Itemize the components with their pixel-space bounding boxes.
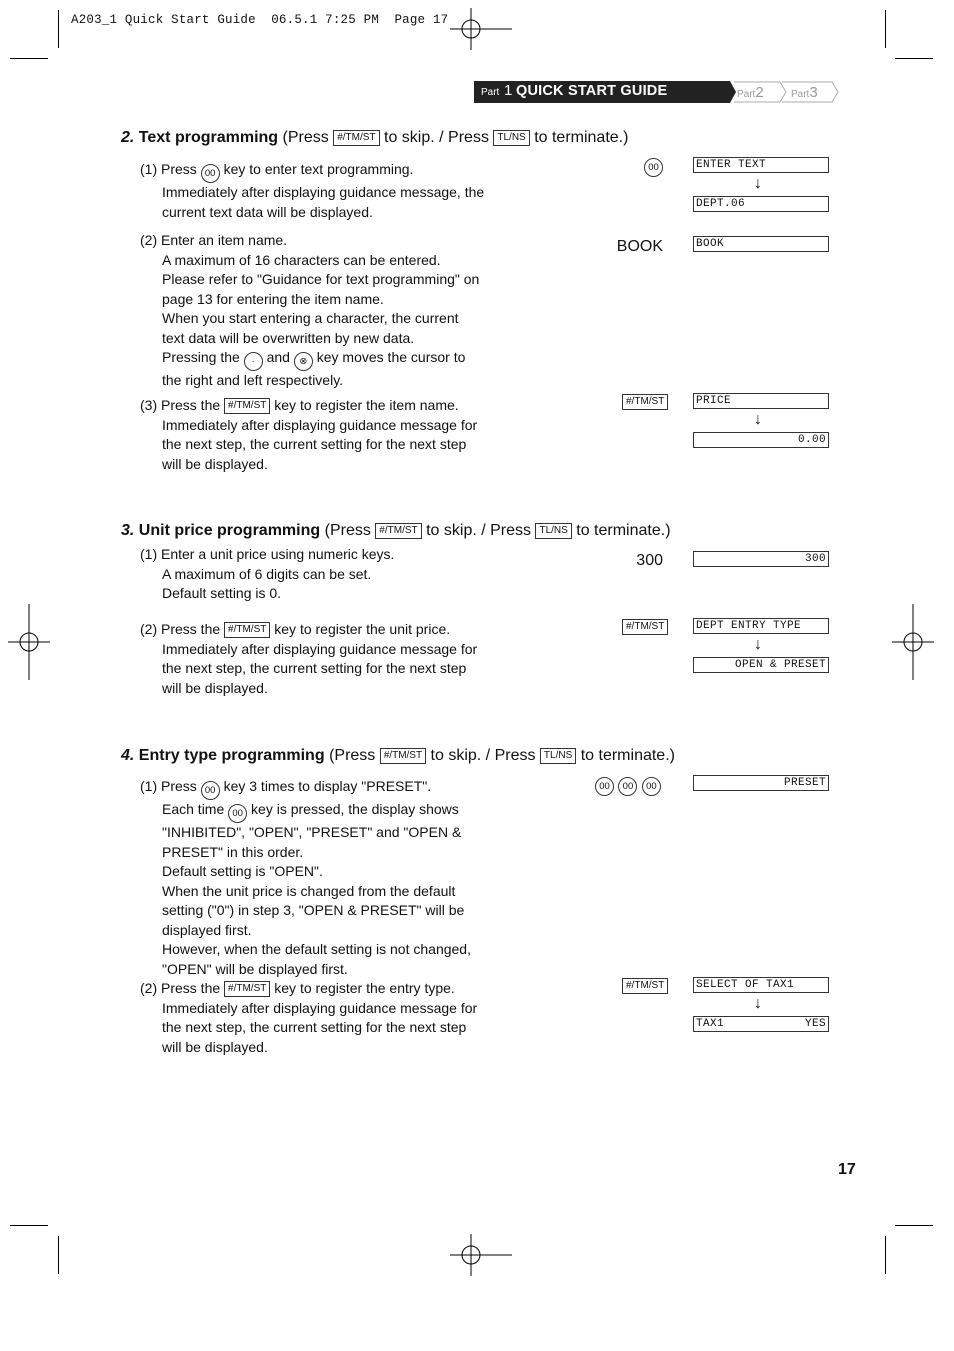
part-number: 1 (504, 82, 513, 99)
step-text: Pressing the (162, 349, 240, 365)
crop-mark (58, 1236, 59, 1274)
key-00-icon: 00 (201, 164, 220, 183)
terminate-label: to terminate.) (576, 522, 671, 539)
registration-mark-icon (450, 8, 512, 50)
display-line: PRICE (693, 393, 829, 409)
step-text: text data will be overwritten by new data. (162, 329, 415, 346)
key-00-icon: 00 (228, 804, 247, 823)
step-text: Immediately after displaying guidance message for (162, 640, 478, 657)
registration-mark-icon (450, 1234, 512, 1276)
skip-label: to skip. / Press (430, 747, 536, 764)
key-00-icon: 00 (595, 777, 614, 796)
operation-input: 300 (636, 552, 663, 569)
press-label: (Press (282, 129, 329, 146)
tab-part-3 (791, 84, 818, 106)
section-heading-entry-type-programming (121, 747, 675, 765)
press-label: (Press (324, 522, 371, 539)
section-title: Text programming (138, 129, 279, 146)
crop-mark (10, 58, 48, 59)
part-tabs (474, 81, 844, 105)
display-line: DEPT.06 (693, 196, 829, 212)
tab-title: QUICK START GUIDE (516, 83, 668, 99)
part-word: Part (481, 87, 500, 98)
press-label: (Press (329, 747, 376, 764)
step-text: A maximum of 6 digits can be set. (162, 565, 372, 582)
section-title: Entry type programming (138, 747, 325, 764)
step-2-3 (140, 396, 510, 474)
step-text: and (266, 349, 290, 365)
tmst-key-icon: #/TM/ST (380, 748, 426, 764)
part-number: 2 (755, 84, 764, 101)
tlns-key-icon: TL/NS (535, 523, 571, 539)
tmst-key-icon: #/TM/ST (333, 130, 379, 146)
display-line: BOOK (693, 236, 829, 252)
step-text: page 13 for entering the item name. (162, 290, 384, 307)
cursor-line (140, 348, 510, 371)
operation-key-00-icon: 00 (644, 158, 663, 177)
section-number: 4. (121, 747, 135, 764)
display-line: ENTER TEXT (693, 157, 829, 173)
step-text: When the unit price is changed from the default (162, 882, 456, 899)
terminate-label: to terminate.) (534, 129, 629, 146)
step-text: the next step, the current setting for the next step (162, 660, 467, 676)
step-text: key to enter text programming. (223, 161, 414, 177)
step-text: displayed first. (162, 921, 252, 938)
skip-label: to skip. / Press (384, 129, 489, 146)
step-text: (1) Press (140, 778, 197, 794)
step-text: key to register the unit price. (274, 621, 451, 637)
operation-tmst-key-icon: #/TM/ST (622, 619, 668, 635)
step-4-2 (140, 979, 510, 1057)
step-text: key to register the entry type. (274, 980, 455, 996)
operation-input: BOOK (616, 238, 663, 255)
step-text: current text data will be displayed. (162, 203, 373, 220)
operation-tmst-key-icon: #/TM/ST (622, 394, 668, 410)
tab-part-2 (737, 84, 764, 106)
step-text: key is pressed, the display shows (251, 801, 459, 817)
step-text: PRESET" in this order. (162, 843, 304, 860)
tab-part-1 (474, 81, 726, 103)
skip-label: to skip. / Press (426, 522, 532, 539)
step-2-1 (140, 160, 510, 222)
step-text: (2) Press the (140, 980, 221, 996)
step-text: (1) Press (140, 161, 197, 177)
step-text: (3) Press the (140, 397, 221, 413)
step-text: "OPEN" will be displayed first. (162, 960, 348, 977)
step-text: key to register the item name. (274, 397, 459, 413)
key-00-icon: 00 (618, 777, 637, 796)
section-title: Unit price programming (138, 522, 321, 539)
tmst-key-icon: #/TM/ST (224, 622, 270, 638)
crop-mark (885, 1236, 886, 1274)
display-left-text: TAX1 (696, 1018, 725, 1030)
dot-key-icon: · (244, 352, 263, 371)
operation-key-sequence (595, 774, 661, 796)
step-text: Please refer to "Guidance for text programming" on (162, 271, 480, 287)
each-time-line (140, 800, 510, 823)
step-text: will be displayed. (162, 455, 268, 472)
arrow-down-icon: ↓ (754, 636, 762, 653)
registration-mark-icon (8, 604, 50, 680)
section-number: 3. (121, 522, 135, 539)
display-right-text: YES (804, 1018, 826, 1030)
step-text: Immediately after displaying guidance message, the (162, 184, 485, 200)
step-text: Default setting is 0. (162, 585, 282, 601)
step-4-1 (140, 777, 510, 979)
crop-mark (885, 10, 886, 48)
step-text: setting ("0") in step 3, "OPEN & PRESET" will be (162, 902, 465, 918)
crop-mark (58, 10, 59, 48)
step-text: Each time (162, 801, 225, 817)
step-text: key 3 times to display "PRESET". (223, 778, 432, 794)
section-number: 2. (121, 129, 135, 146)
step-text: the right and left respectively. (162, 372, 344, 388)
operation-tmst-key-icon: #/TM/ST (622, 978, 668, 994)
key-00-icon: 00 (201, 781, 220, 800)
tmst-key-icon: #/TM/ST (224, 981, 270, 997)
step-text: the next step, the current setting for the next step (162, 436, 467, 452)
arrow-down-icon: ↓ (754, 995, 762, 1012)
step-text: Immediately after displaying guidance message for (162, 999, 478, 1016)
step-text: will be displayed. (162, 679, 268, 696)
step-text: key moves the cursor to (316, 349, 466, 365)
step-text: (2) Enter an item name. (140, 232, 288, 248)
step-3-1 (140, 545, 510, 604)
key-00-icon: 00 (642, 777, 661, 796)
display-line: 300 (693, 551, 829, 567)
crop-mark (895, 1225, 933, 1226)
display-line: SELECT OF TAX1 (693, 977, 829, 993)
tmst-key-icon: #/TM/ST (224, 398, 270, 414)
step-3-2 (140, 620, 510, 698)
step-text: Default setting is "OPEN". (162, 863, 323, 879)
step-text: (1) Enter a unit price using numeric keys. (140, 546, 395, 562)
tlns-key-icon: TL/NS (540, 748, 576, 764)
part-word: Part (737, 89, 756, 100)
crop-mark (10, 1225, 48, 1226)
step-text: When you start entering a character, the current (162, 310, 459, 326)
tmst-key-icon: #/TM/ST (375, 523, 421, 539)
arrow-down-icon: ↓ (754, 411, 762, 428)
arrow-down-icon: ↓ (754, 175, 762, 192)
step-text: However, when the default setting is not changed, (162, 941, 471, 957)
page-number: 17 (838, 1161, 856, 1178)
cross-key-icon: ⊗ (294, 352, 313, 371)
registration-mark-icon (892, 604, 934, 680)
step-text: "INHIBITED", "OPEN", "PRESET" and "OPEN & (162, 824, 462, 840)
print-slug: A203_1 Quick Start Guide 06.5.1 7:25 PM Page 17 (71, 13, 449, 27)
display-line: OPEN & PRESET (693, 657, 829, 673)
step-text: the next step, the current setting for the next step (162, 1019, 467, 1035)
display-line: DEPT ENTRY TYPE (693, 618, 829, 634)
terminate-label: to terminate.) (580, 747, 675, 764)
step-text: will be displayed. (162, 1038, 268, 1055)
display-line: 0.00 (693, 432, 829, 448)
part-word: Part (791, 89, 810, 100)
step-2-2 (140, 231, 510, 391)
step-text: Immediately after displaying guidance message for (162, 416, 478, 433)
display-line: PRESET (693, 775, 829, 791)
tlns-key-icon: TL/NS (493, 130, 529, 146)
part-number: 3 (809, 84, 818, 101)
step-text: (2) Press the (140, 621, 221, 637)
display-line (693, 1016, 829, 1032)
crop-mark (895, 58, 933, 59)
section-heading-text-programming (121, 129, 628, 147)
step-text: A maximum of 16 characters can be entered. (162, 251, 441, 268)
section-heading-unit-price-programming (121, 522, 671, 540)
